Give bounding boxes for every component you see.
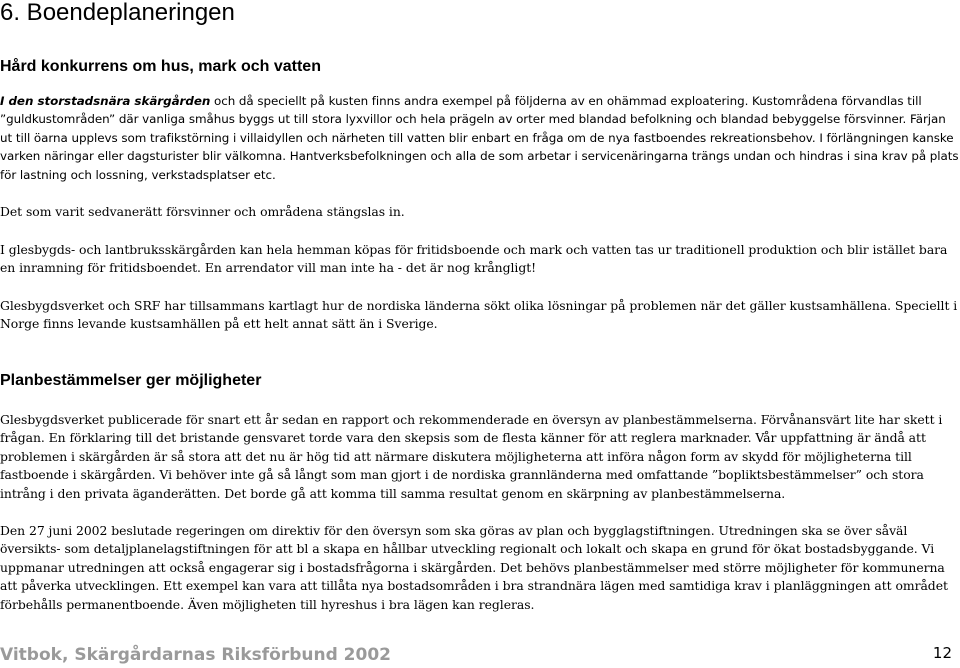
section-heading-planning: Planbestämmelser ger möjligheter — [0, 372, 262, 389]
footer-publication-title: Vitbok, Skärgårdarnas Riksförbund 2002 — [0, 645, 391, 665]
footer-page-number: 12 — [932, 644, 952, 662]
paragraph-government-directive: Den 27 juni 2002 beslutade regeringen om direktiv för den översyn som ska göras av plan och bygglagstiftningen. Utredningen ska se över såväl översikts- som detaljplanelagstiftningen för att bl a skapa en hållbar utveckling regionalt och lokalt och skapa en grund för ökat bostadsbyggande. Vi uppmanar utredningen att också engagerar sig i bostadsfrågorna i skärgården. Det behövs planbestämmelser med större möjligheter för kommunerna att påverka utvecklingen. Ett exempel kan vara att tillåta nya bostadsområden i bra strandnära lägen med samtidiga krav i planläggningen att området förbehålls permanentboende. Även möjligheten till hyreshus i bra lägen kan regleras. — [0, 523, 948, 612]
paragraph-exploitation — [0, 92, 960, 184]
paragraph-lead: I den storstadsnära skärgården — [0, 94, 211, 108]
section-heading-competition: Hård konkurrens om hus, mark och vatten — [0, 58, 321, 75]
chapter-title: 6. Boendeplaneringen — [0, 0, 235, 26]
paragraph-customary-rights: Det som varit sedvanerätt försvinner och områdena stängslas in. — [0, 204, 405, 219]
paragraph-body: och då speciellt på kusten finns andra exempel på följderna av en ohämmad exploatering. Kustområdena förvandlas till ”guldkustområden” där vanliga småhus byggs ut till stora lyxvillor och hela prägeln av orter med blandad befolkning och blandad bebyggelse försvinner. Färjan ut till öarna upplevs som trafikstörning i villaidyllen och närheten till vatten blir enbart en fråga om de nya fastboendes rekreationsbehov. I förlängningen kanske varken näringar eller dagsturister blir välkomna. Hantverksbefolkningen och alla de som arbetar i servicenäringarna trängs undan och hindras i sina krav på plats för lastning och lossning, verkstadsplatser etc. — [0, 94, 959, 182]
paragraph-nordic-solutions: Glesbygdsverket och SRF har tillsammans kartlagt hur de nordiska länderna sökt olika lösningar på problemen när det gäller kustsamhällena. Speciellt i Norge finns levande kustsamhällen på ett helt annat sätt än i Sverige. — [0, 298, 958, 332]
paragraph-planning-report: Glesbygdsverket publicerade för snart ett år sedan en rapport och rekommenderade en översyn av planbestämmelserna. Förvånansvärt lite har skett i frågan. En förklaring till det bristande gensvaret torde vara den skepsis som de flesta känner för att reglera marknader. Vår uppfattning är ändå att problemen i skärgården är så stora att det nu är hög tid att närmare diskutera möjligheterna att införa någon form av skydd för möjligheterna till fastboende i skärgården. Vi behöver inte gå så långt som man gjort i de nordiska grannländerna med omfattande ”bopliktsbestämmelser” och stora intrång i den privata äganderätten. Det borde gå att komma till samma resultat genom en skärpning av planbestämmelserna. — [0, 412, 943, 501]
paragraph-rural-archipelago: I glesbygds- och lantbruksskärgården kan hela hemman köpas för fritidsboende och mark och vatten tas ur traditionell produktion och blir istället bara en inramning för fritidsboendet. En arrendator vill man inte ha - det är nog krångligt! — [0, 242, 948, 276]
